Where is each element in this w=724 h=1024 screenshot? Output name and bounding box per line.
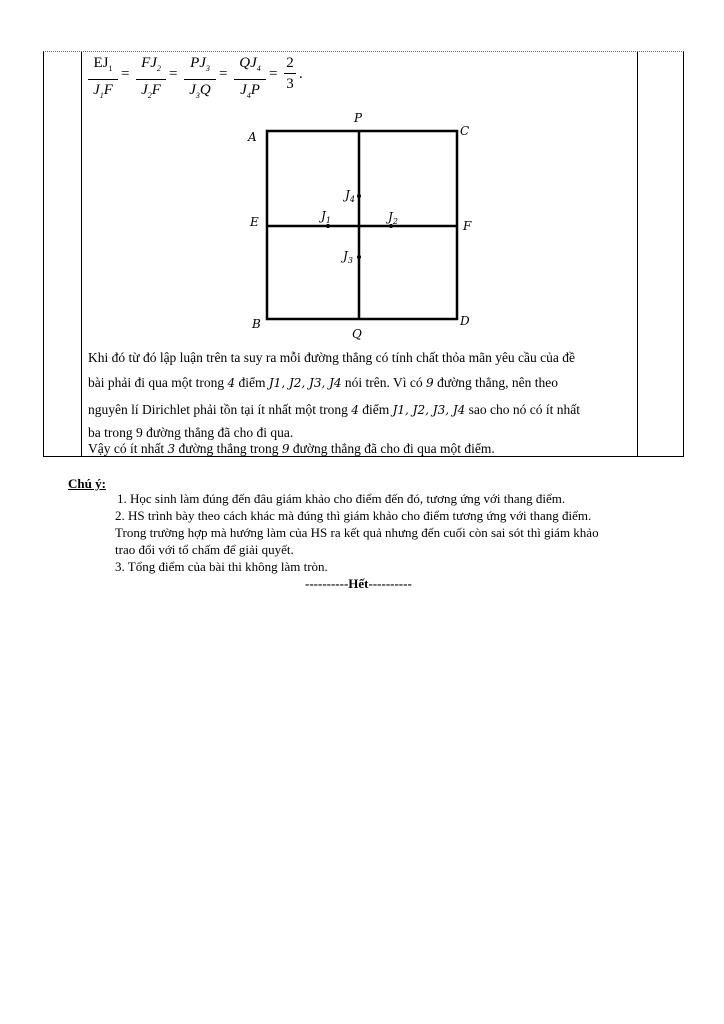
label-p: P: [354, 111, 363, 125]
label-c: C: [460, 124, 470, 138]
paragraph-line: nguyên lí Dirichlet phải tồn tại ít nhất một trong 4 điểm J1, J2, J3, J4 sao cho nó có ít nhất: [88, 402, 581, 417]
notes-section: [68, 475, 678, 492]
fraction-fj2-j2f: $FJ_2$ $J_2F$: [136, 54, 166, 105]
point-j4: [357, 194, 361, 198]
label-d: D: [460, 314, 470, 328]
note-2-cont: trao đổi với tổ chấm để giải quyết.: [115, 542, 294, 557]
paragraph-line: Vậy có ít nhất 3 đường thẳng trong 9 đường thẳng đã cho đi qua một điểm.: [88, 441, 495, 456]
fraction-ej1-j1f: $EJ_1$ $J_1F$: [88, 54, 118, 105]
fraction-two-thirds: 2 3: [284, 54, 296, 93]
label-j1: $J_1$: [321, 209, 331, 225]
notes-title: Chú ý:: [68, 476, 106, 491]
formula-period: .: [299, 66, 303, 82]
fraction-pj3-j3q: $PJ_3$ $J_3Q$: [184, 54, 216, 105]
paragraph-line: Khi đó từ đó lập luận trên ta suy ra mỗi đường thẳng có tính chất thỏa mãn yêu cầu của đề: [88, 350, 576, 365]
point-j3: [357, 255, 361, 259]
equals-sign: =: [269, 66, 278, 82]
note-2-cont: Trong trường hợp mà hướng làm của HS ra kết quả nhưng đến cuối còn sai sót thì giám khảo: [115, 525, 599, 540]
note-2: 2. HS trình bày theo cách khác mà đúng thì giám khảo cho điểm tương ứng với thang điểm.: [115, 508, 592, 523]
label-j2: $J_2$: [388, 210, 398, 226]
note-3: 3. Tổng điểm của bài thi không làm tròn.: [115, 559, 328, 574]
equals-sign: =: [219, 66, 228, 82]
square-figure: [240, 108, 480, 343]
label-b: B: [252, 317, 261, 331]
label-q: Q: [352, 327, 362, 341]
table-column-divider: [81, 52, 82, 456]
label-e: E: [250, 215, 259, 229]
equals-sign: =: [169, 66, 178, 82]
label-j4: $J_4$: [345, 188, 355, 204]
paragraph-line: bài phải đi qua một trong 4 điểm J1, J2, J3, J4 nói trên. Vì có 9 đường thẳng, nên theo: [88, 375, 558, 390]
label-j3: $J_3$: [343, 249, 353, 265]
label-f: F: [463, 219, 472, 233]
note-1: 1. Học sinh làm đúng đến đâu giám khảo cho điểm đến đó, tương ứng với thang điểm.: [117, 491, 566, 506]
end-marker: ----------Hết----------: [305, 576, 412, 591]
table-column-divider: [637, 52, 638, 456]
equals-sign: =: [121, 66, 130, 82]
fraction-qj4-j4p: $QJ_4$ $J_4P$: [234, 54, 266, 105]
paragraph-line: ba trong 9 đường thẳng đã cho đi qua.: [88, 425, 294, 440]
label-a: A: [248, 130, 257, 144]
